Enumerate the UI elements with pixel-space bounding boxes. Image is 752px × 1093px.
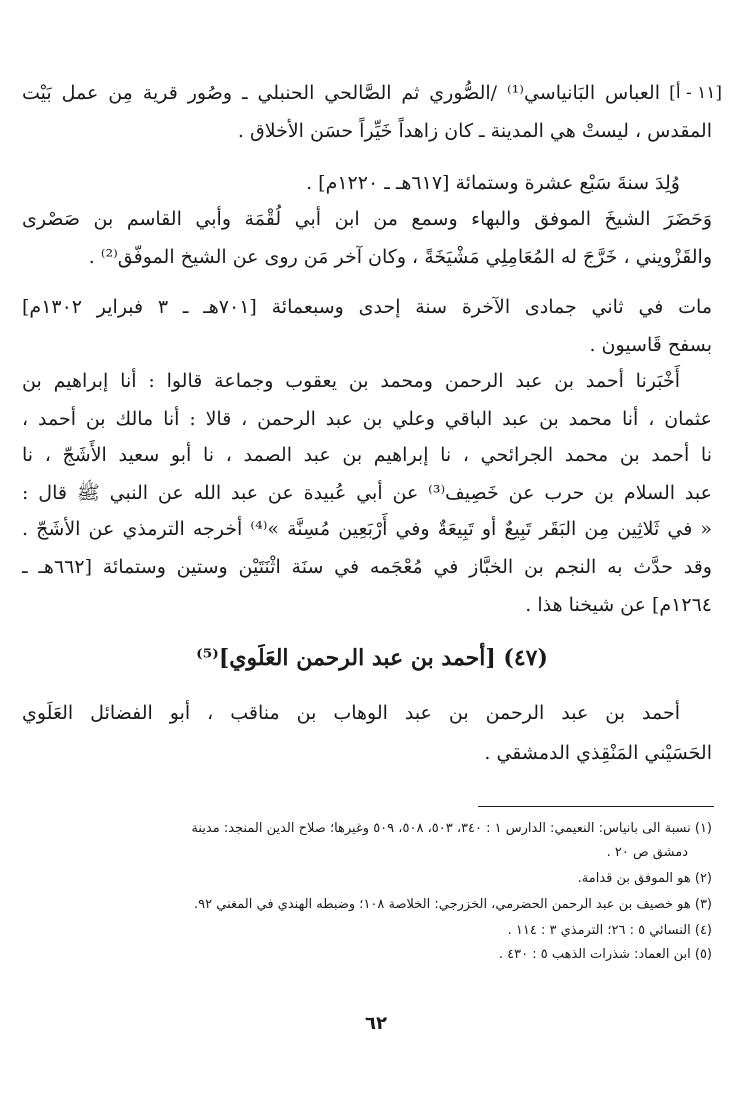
text-line: وَحَضَرَ الشيخَ الموفق والبهاء وسمع من ابن أبي لُقْمَة وأبي القاسم بن صَصْرى: [22, 208, 712, 230]
entry-heading: (٤٧) [أحمد بن عبد الرحمن العَلَوي]⁽⁵⁾: [196, 645, 548, 671]
text-line: مات في ثاني جمادى الآخرة سنة إحدى وسبعمائة [٧٠١هـ ـ ٣ فبراير ١٣٠٢م]: [22, 296, 712, 318]
text-line: وُلِدَ سنةَ سَبْع عشرة وستمائة [٦١٧هـ ـ ١٢٢٠م] .: [306, 172, 680, 194]
manuscript-folio-marker: [١١ - أ]: [669, 83, 722, 103]
footnote: (٥) ابن العماد: شذرات الذهب ٥ : ٤٣٠ .: [498, 947, 712, 962]
text-line: وقد حدَّث به النجم بن الخبَّاز في مُعْجَمه في سنَة اثْنَتَيْن وستين وستمائة [٦٦٢هـ ـ: [22, 556, 712, 578]
text-line: عثمان ، أنا محمد بن عبد الباقي وعلي بن عبد الرحمن ، قالا : أنا مالك بن أحمد ،: [22, 408, 712, 430]
text-line: أحمد بن عبد الرحمن بن عبد الوهاب بن مناقب ، أبو الفضائل العَلَوي: [22, 702, 680, 724]
text-line: العباس البَانياسي⁽¹⁾ /الصُّوري ثم الصَّالحي الحنبلي ـ وصُور قرية مِن عمل بَيْت: [22, 82, 660, 104]
text-line: بسفح قَاسيون .: [589, 334, 712, 356]
footnote: (٤) النسائي ٥ : ٢٦؛ الترمذي ٣ : ١١٤ .: [507, 923, 712, 938]
footnote: (٣) هو خصيف بن عبد الرحمن الحضرمي، الخزرجي: الخلاصة ١٠٨؛ وضبطه الهندي في المغني ٩٢.: [194, 897, 712, 912]
text-line: « في ثَلاثِين مِن البَقَر تَبِيعٌ أو تَبِيعَةٌ وفي أَرْبَعِين مُسِنَّة »⁽⁴⁾ أخرجه الترمذي عن الأشَجّ .: [22, 518, 713, 540]
text-line: أَخْبَرنا أحمد بن عبد الرحمن ومحمد بن يعقوب وجماعة قالوا : أنا إبراهيم بن: [22, 370, 680, 392]
text-line: المقدس ، ليستْ هي المدينة ـ كان زاهداً خَيِّراً حسَن الأخلاق .: [237, 120, 712, 142]
footnote-separator: [478, 806, 714, 807]
footnote: (٢) هو الموفق بن قدامة.: [577, 871, 712, 886]
text-line: الحَسَيْني المَنْقِذي الدمشقي .: [484, 742, 712, 764]
page-number: ٦٢: [365, 1013, 387, 1034]
text-line: نا أحمد بن محمد الجرائحي ، نا إبراهيم بن عبد الصمد ، نا أبو سعيد الأَشَجّ ، نا: [22, 444, 712, 466]
footnote: (١) نسبة الى بانياس: النعيمي: الدارس ١ : ٣٤٠، ٥٠٣، ٥٠٨، ٥٠٩ وغيرها؛ صلاح الدين المنجد: مدينة: [191, 821, 712, 836]
text-line: والقَزْويني ، خَرَّجَ له المُعَامِلِي مَشْيَخَةً ، وكان آخر مَن روى عن الشيخ الموفّق⁽²⁾ .: [88, 246, 712, 268]
footnote: دمشق ص ٢٠ .: [606, 845, 688, 860]
text-line: عبد السلام بن حرب عن خَصِيف⁽³⁾ عن أبي عُبيدة عن عبد الله عن النبي ﷺ قال :: [22, 482, 712, 504]
text-line: ١٢٦٤م] عن شيخنا هذا .: [525, 594, 712, 616]
